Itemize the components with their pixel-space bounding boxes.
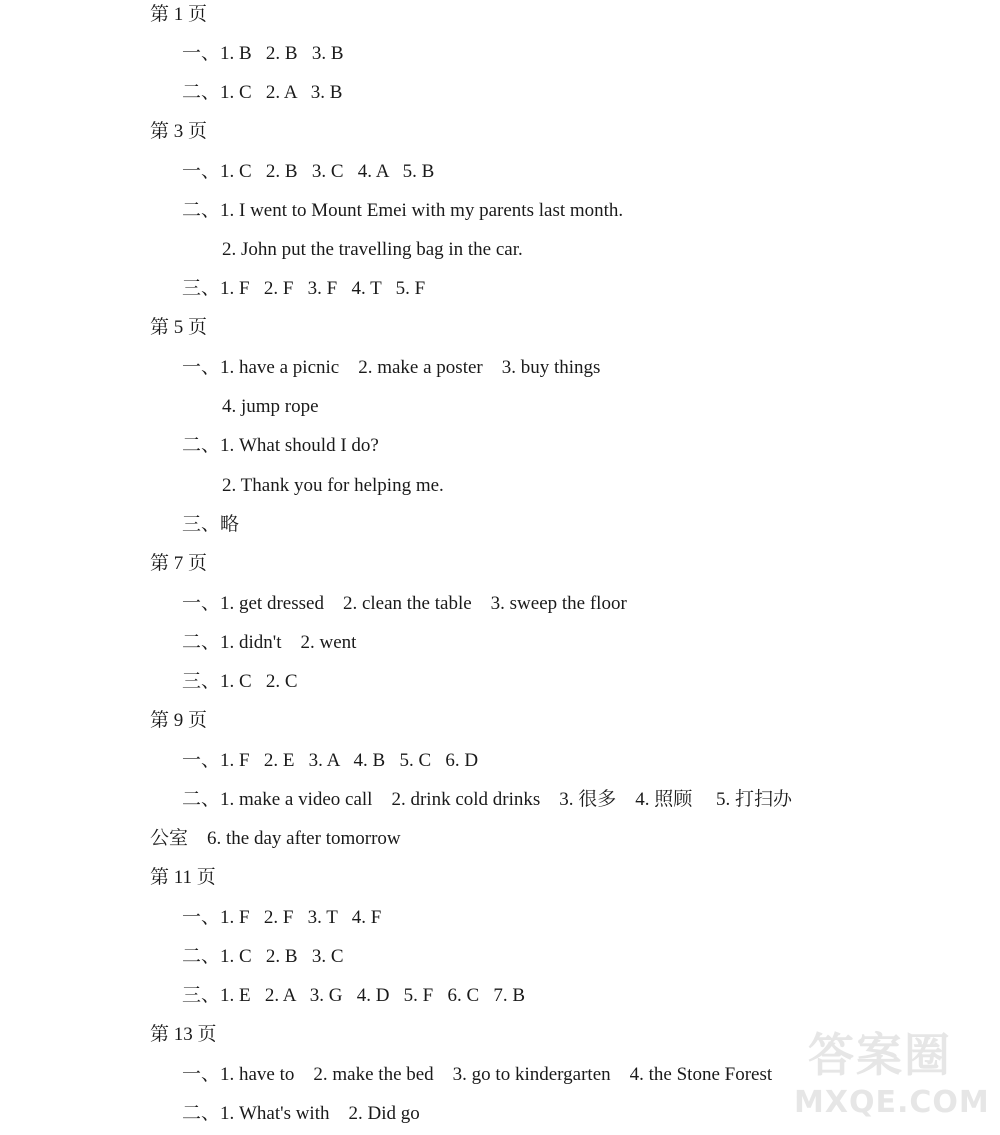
answer-line: 二、1. I went to Mount Emei with my parents last month. — [182, 200, 624, 221]
site-watermark-logo — [788, 1019, 988, 1131]
page-heading: 第 9 页 — [150, 710, 208, 731]
answer-line: 一、1. B 2. B 3. B — [182, 43, 344, 64]
page-heading: 第 3 页 — [150, 121, 208, 142]
answer-line: 二、1. didn't 2. went — [182, 632, 357, 653]
watermark-logo-text: 答案圈 — [808, 1028, 952, 1082]
answer-line: 二、1. make a video call 2. drink cold drinks 3. 很多 4. 照顾 5. 打扫办 — [182, 789, 793, 810]
answer-line: 一、1. F 2. F 3. T 4. F — [182, 907, 382, 928]
answer-line: 4. jump rope — [222, 396, 319, 417]
answer-line: 三、1. F 2. F 3. F 4. T 5. F — [182, 278, 426, 299]
watermark-url-text: MXQE.COM — [794, 1085, 990, 1120]
page-heading: 第 7 页 — [150, 553, 208, 574]
answer-line-continuation: 公室 6. the day after tomorrow — [150, 828, 401, 849]
answer-line: 三、略 — [182, 514, 240, 535]
page-heading: 第 11 页 — [150, 867, 216, 888]
answer-line: 二、1. C 2. B 3. C — [182, 946, 344, 967]
page-heading: 第 13 页 — [150, 1024, 217, 1045]
answer-line: 三、1. C 2. C — [182, 671, 298, 692]
answer-line: 二、1. C 2. A 3. B — [182, 82, 343, 103]
answer-line: 一、1. have to 2. make the bed 3. go to kindergarten 4. the Stone Forest — [182, 1064, 773, 1085]
answer-line: 二、1. What should I do? — [182, 435, 379, 456]
answer-line: 2. John put the travelling bag in the car. — [222, 239, 523, 260]
page-heading: 第 5 页 — [150, 317, 208, 338]
answer-line: 一、1. F 2. E 3. A 4. B 5. C 6. D — [182, 750, 479, 771]
answer-line: 一、1. get dressed 2. clean the table 3. sweep the floor — [182, 593, 627, 614]
answer-line: 二、1. What's with 2. Did go — [182, 1103, 420, 1124]
answer-line: 一、1. C 2. B 3. C 4. A 5. B — [182, 161, 435, 182]
answer-line: 一、1. have a picnic 2. make a poster 3. buy things — [182, 357, 601, 378]
answer-line: 2. Thank you for helping me. — [222, 475, 444, 496]
page-heading: 第 1 页 — [150, 4, 208, 25]
answer-line: 三、1. E 2. A 3. G 4. D 5. F 6. C 7. B — [182, 985, 526, 1006]
